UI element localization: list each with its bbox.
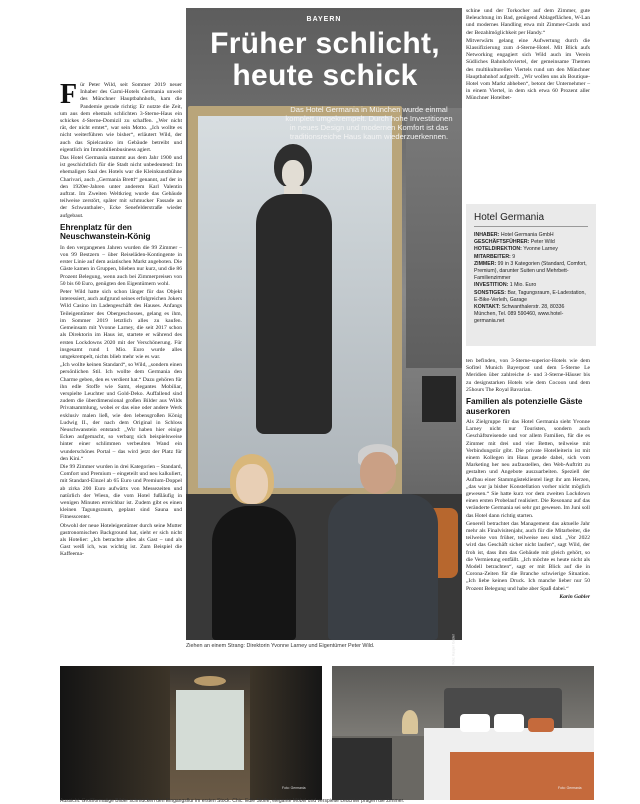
info-row: INVESTITION: 1 Mio. Euro — [474, 282, 537, 289]
man-body — [328, 494, 438, 640]
article-paragraph: ten befinden, von 3-Sterne-superior-Hotels wie dem Sofitel Munich Bayerpost und dem 5-Sterne Le Meridien über zahlreiche 4- und 3-Sterne-Häuser bis zu designstarken Hotels wie dem Cocoon und dem 25hours The Royal Bavarian. — [466, 358, 590, 393]
room-photo — [332, 666, 594, 800]
article-paragraph: Die 99 Zimmer wurden in drei Kategorien – Standard, Comfort und Premium – eingeteilt und neu kalkuliert, mit Standard-Einzel ab 65 Euro und Premium-Doppel ab zirka 200 Euro aufwärts von Messezeiten und natürlich der Wiesn, die vom Hotel fußläufig in wenigen Minuten erreichbar ist. Zudem gibt es einen kleinen Tagungsraum, geplant sind Sauna und Fitnesscenter. — [60, 463, 182, 521]
article-paragraph: Für Peter Wild, seit Sommer 2019 neuer Inhaber des Garni-Hotels Germania unweit des Münchner Hauptbahnhofs, kam die Pandemie gerade richtig: Er nutzte die Zeit, um aus dem ehemals schlichten 3-Sterne-Haus ein schickes 4-Sterne-Domizil zu schaffen. „Wer nicht rät, der nicht erntet“, war sein Motto. „Ich wollte es nicht weiterführen wie bisher“, erläutert Wild, der auch das Spielcasino im Gebäude betreibt und eigentlich im Immobilienbusiness agiert. — [60, 79, 182, 153]
headline: Früher schlicht, heute schick — [210, 27, 440, 92]
woman-body — [212, 506, 296, 640]
photo-credit: Foto: Kasper Gabler — [452, 634, 456, 665]
article-column-right-bottom — [466, 358, 590, 602]
photo-caption: Aussicht: Großformatige Bilder schmücken den Eingangsflur im ersten Stock. Chic: Edle Stoffe, elegante Möbel und verspielte Leuchter prägen die Zimmer. — [60, 798, 405, 804]
article-paragraph: Peter Wild hatte sich schon länger für das Objekt interessiert, auch aufgrund seines erfolgreichen Jokers Wild Casino im Ladengeschäft des Hauses. Anfangs Teileigentümer des Obergeschosses, gelang es ihm, im Sommer 2019 letztlich alles zu kaufen. Gemeinsam mit Yvonne Larney, die seit 2017 schon als Direktorin im Haus ist, startete er während des ersten Lockdowns 2020 mit der Verschönerung. Für insgesamt rund 1 Mio. Euro wurde alles umgekrempelt, nichts blieb mehr wie es war. — [60, 289, 182, 360]
divider — [474, 226, 588, 227]
info-box-title: Hotel Germania — [474, 212, 545, 223]
photo-caption: Ziehen an einem Strang: Direktorin Yvonne Larney und Eigentümer Peter Wild. — [186, 643, 375, 649]
article-paragraph: Das Hotel Germania stammt aus dem Jahr 1900 und ist geschichtlich für die Stadt nicht unbedeutend: Im ehemaligen Saal des Hotels war die Kleinkunstbühne Charivari, auch „Germania Brettl“ genannt, auf der in den 1920er-Jahren unter anderem Karl Valentin auftrat. Im Zweiten Weltkrieg wurde das Gebäude teilweise zerstört, später mit schmucker Fassade an der Schwanthaler-, Ecke Senefelderstraße wieder aufgebaut. — [60, 155, 182, 219]
corridor-window — [176, 690, 244, 770]
person-man — [318, 444, 446, 640]
hotel-info-box — [466, 204, 596, 346]
article-paragraph: Mitverwärts gelang eine Aufwertung durch die Klassifizierung zum 4-Sterne-Hotel. Mit Blick aufs Networking engagiert sich Wild auch im Verein Südliches Bahnhofsviertel, der gemeinsame Themen des multikulturellen Viertels rund um den Münchner Hauptbahnhof aufgreift. „Wir wollen uns als Boutique-Hotel vom Markt abheben“, betont der Unternehmer – in einem Viertel, in dem sich etwa 60 Prozent aller Münchner Hotelbet- — [466, 37, 590, 102]
photo-credit: Foto: Germania — [282, 786, 306, 790]
section-subhead: Ehrenplatz für den Neuschwanstein-König — [60, 222, 151, 242]
article-column-right-top — [466, 8, 590, 104]
info-row: KONTAKT: Schwanthalerstr. 28, 80336 München, Tel. 089 590460, www.hotel-germania.net — [474, 304, 565, 325]
info-row: SONSTIGES: Bar, Tagungsraum, E-Ladestation, E-Bike-Verleih, Garage — [474, 289, 586, 303]
painting-frame — [188, 106, 402, 498]
desk — [332, 738, 392, 800]
painting-face — [282, 160, 304, 188]
article-paragraph: Obwohl der neue Hoteleigentümer durch seine Mutter gastronomischen Background hat, sieht er sich nicht als Hotelier: „Ich betrachte alles als Gast – und als Gast weiß ich, was wichtig ist. Zum Beispiel die Kaffeema- — [60, 522, 182, 558]
painting-dress — [256, 194, 332, 434]
article-paragraph: In den vergangenen Jahren wurden die 99 Zimmer – von 99 Bestzern – über Reiseläden-Kontingente in erster Linie auf dem asiatischen Markt angeboten. Die Gäste kamen in Gruppen, blieben nur kurz, und die 86 Prozent Belegung, wenn auch bei Zimmerpreisen von 50 bis 60 Euro, genügten den Eigentümern wohl. — [60, 244, 182, 287]
corridor-photo — [60, 666, 322, 800]
drop-cap: F — [60, 79, 78, 110]
ceiling-light — [194, 676, 226, 686]
man-face — [360, 452, 396, 494]
lead-text: Das Hotel Germania in München wurde einmal komplett umgekrempelt. Durch hohe Investitionen in neues Design und modernen Komfort ist das traditionsreiche Haus kaum wiederzuerkennen. — [285, 105, 453, 141]
pillow — [528, 718, 554, 732]
info-row: HOTELDIREKTION: Yvonne Larney — [474, 246, 558, 253]
corridor-wall-left — [60, 666, 170, 800]
article-column-left — [60, 79, 182, 560]
info-row: GESCHÄFTSFÜHRER: Peter Wild — [474, 239, 555, 246]
pillow — [494, 714, 524, 732]
info-row: ZIMMER: 99 in 3 Kategorien (Standard, Comfort, Premium), darunter Suiten und Mehrbett-Familienzimmer — [474, 260, 587, 282]
bed-blanket — [450, 752, 594, 800]
info-row: MITARBEITER: 9 — [474, 253, 516, 260]
pillow — [460, 714, 490, 732]
article-paragraph: Als Zielgruppe für das Hotel Germania sieht Yvonne Larney nicht nur Touristen, sondern auch Geschäftsreisende und vor allem Familien, für die es Zimmer mit drei und vier Betten, teilweise mit Verbindungstür gibt. Die private Hotelleiterin ist mit einem Kollegen im Haus gerade dabei, sich vom Marketing her neu aufzustellen, den Web-Auftritt zu gestalten und Angebote auszuarbeiten. Speziell der Aufbau einer Stammgästeklientel liegt ihr am Herzen, „das war ja bisher Konstellation vorher nicht möglich gewesen.“ Sie hatte kurz vor dem zweiten Lockdown einen ersten Probelauf realisiert. Die Resonanz auf das veränderte Germania sei sehr gut gewesen. Im Juni soll das Hotel dann richtig starten. — [466, 419, 590, 519]
painting — [198, 116, 392, 488]
photo-credit: Foto: Germania — [558, 786, 582, 790]
info-row: INHABER: Hotel Germania GmbH — [474, 232, 554, 238]
article-paragraph: Generell betrachtet das Management das aktuelle Jahr mehr als Finalvisitenjahr, auch für die Mitarbeiter, die teilweise von früher, teilweise neu sind. „Vor 2022 wird das Geschäft sicher nicht laufen“, sagt Wild, der froh ist, dass ihm das Gebäude mit gleich gehört, so die Vermietung entfällt. „Ich möchte es heute nicht als Modell betrachten“, sagt er mit Blick auf die in Corona-Zeiten für die Branche schwierige Situation. „Ich liebe keinen Druck. Ich manche lieber nur 50 Prozent Belegung und habe aber Spaß dabei.“ — [466, 520, 590, 592]
lamp-shade — [422, 376, 456, 422]
person-woman — [208, 454, 300, 640]
bedside-lamp — [402, 710, 418, 734]
woman-face — [236, 464, 268, 504]
photo-wall — [406, 108, 462, 368]
article-paragraph: schine und der Torkocher auf dem Zimmer, gute Beleuchtung im Bad, genügend Ablageflächen, W-Lan und modernes Handling etwa mit Zimmer-Cards und der Bezahlmöglichkeit per Handy.“ — [466, 8, 590, 36]
article-paragraph: „Ich wollte keinen Standard“, so Wild, „sondern einen persönlichen Stil. Ich wollte dem Germania den Charme geben, den es verdient hat.“ Dazu gehören für ihn edle Stoffe wie Samt, elegantes Mobiliar, verspielte Leuchter und Gold-Deko. Auffallend sind zudem die überdimensional großen Bilder aus Wilds Privatsammlung, wobei er das eine oder andere Werk exklusiv malen ließ, wie den lebensgroßen König Ludwig II., der nach dem Original in Schloss Neuschwanstein entstand: „Wir haben hier einige Ecken aufgemacht, so verbarg sich beispielsweise hinter einer schlimmen verbeulten Wand ein wunderschönes Portal – das wird jetzt der Platz für den Kini.“ — [60, 362, 182, 462]
section-kicker: BAYERN — [306, 16, 342, 23]
corridor-wall-right — [250, 666, 322, 800]
author-byline: Karin Gabler — [559, 593, 590, 600]
section-subhead: Familien als potenzielle Gäste auserkoren — [466, 397, 583, 416]
